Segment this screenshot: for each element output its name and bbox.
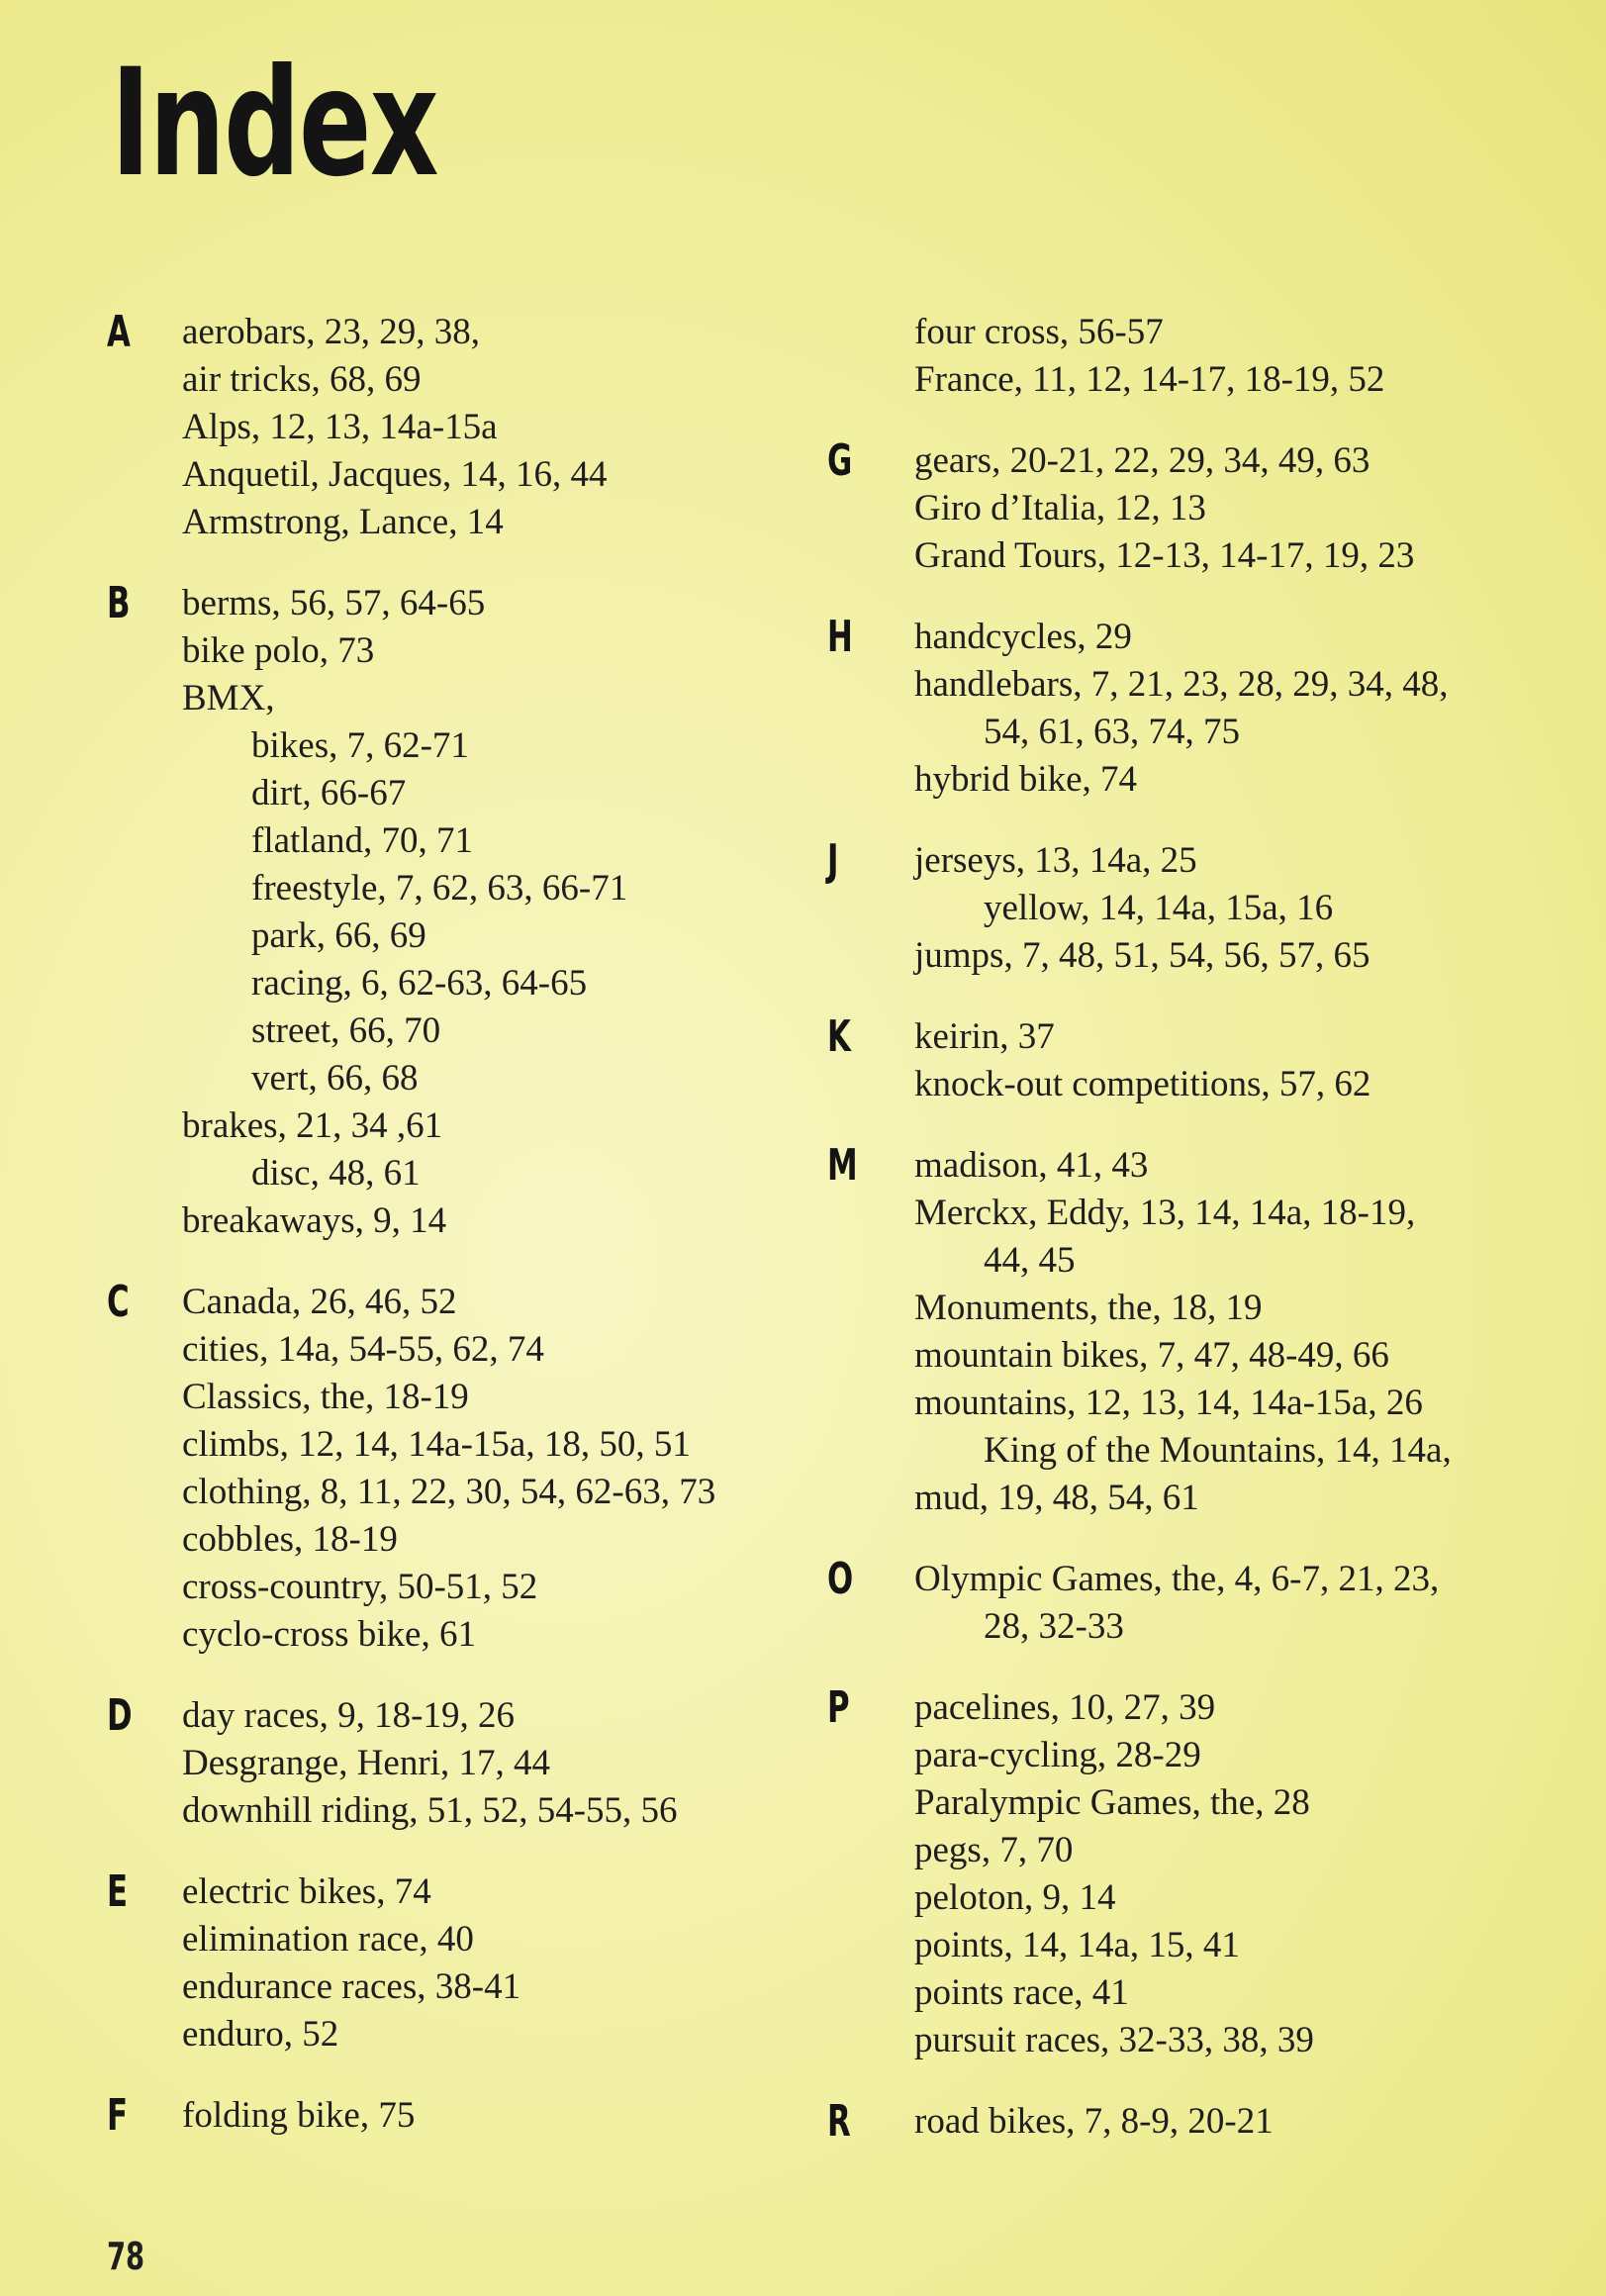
- index-entry: [182, 1564, 819, 1611]
- index-group-k: [827, 1013, 1500, 1108]
- index-entry: [182, 1787, 819, 1835]
- index-entry: [914, 1142, 1500, 1190]
- index-entry: [914, 1732, 1500, 1779]
- entry-text: cobbles, 18-19: [182, 1519, 398, 1560]
- entry-text: park, 66, 69: [251, 915, 426, 956]
- entry-text: pursuit races, 32-33, 38, 39: [914, 2020, 1314, 2060]
- entry-list: [914, 1684, 1500, 2064]
- index-entry: [182, 404, 819, 451]
- index-entry: [182, 1963, 819, 2011]
- entry-list: [914, 614, 1500, 804]
- entry-text: endurance races, 38-41: [182, 1966, 521, 2007]
- index-entry: [914, 1013, 1500, 1061]
- entry-text: breakaways, 9, 14: [182, 1200, 447, 1241]
- index-entry: [914, 756, 1500, 804]
- entry-text: yellow, 14, 14a, 15a, 16: [984, 888, 1334, 928]
- entry-text: disc, 48, 61: [251, 1153, 421, 1194]
- index-entry: [914, 532, 1500, 580]
- entry-text: madison, 41, 43: [914, 1145, 1149, 1186]
- index-entry: [182, 2092, 819, 2140]
- entry-continuation: 54, 61, 63, 74, 75: [984, 712, 1240, 752]
- index-entry: [914, 1684, 1500, 1732]
- entry-text: cross-country, 50-51, 52: [182, 1567, 538, 1607]
- entry-list: [182, 1692, 819, 1835]
- section-letter: M: [827, 1140, 858, 1191]
- index-entry: [914, 1332, 1500, 1380]
- entry-text: electric bikes, 74: [182, 1871, 431, 1912]
- entry-text: jerseys, 13, 14a, 25: [914, 840, 1197, 881]
- index-entry: [914, 614, 1500, 661]
- index-entry: [914, 437, 1500, 485]
- entry-text: Alps, 12, 13, 14a-15a: [182, 407, 498, 447]
- entry-list: [182, 309, 819, 546]
- entry-text: cyclo-cross bike, 61: [182, 1614, 476, 1655]
- entry-continuation: 44, 45: [984, 1240, 1076, 1281]
- index-group-h: [827, 614, 1500, 804]
- entry-text: day races, 9, 18-19, 26: [182, 1695, 515, 1736]
- index-entry: [182, 1868, 819, 1916]
- index-entry: [914, 1475, 1500, 1522]
- index-entry: [182, 1102, 819, 1150]
- index-subentry: [182, 817, 819, 865]
- index-column-right: [827, 309, 1500, 2179]
- index-group-b: [107, 580, 819, 1245]
- index-entry: [914, 1779, 1500, 1827]
- index-subentry: [914, 885, 1500, 932]
- index-subentry: [182, 960, 819, 1007]
- section-letter: D: [107, 1690, 133, 1741]
- index-entry: [182, 1692, 819, 1740]
- entry-text: handcycles, 29: [914, 617, 1132, 657]
- entry-list: [914, 1556, 1500, 1651]
- index-column-left: [107, 309, 819, 2173]
- index-entry: [914, 1874, 1500, 1922]
- index-group-d: [107, 1692, 819, 1835]
- index-subentry: [182, 1055, 819, 1102]
- entry-text: pegs, 7, 70: [914, 1830, 1074, 1870]
- entry-text: Giro d’Italia, 12, 13: [914, 488, 1206, 528]
- index-entry: [914, 1922, 1500, 1969]
- entry-text: Grand Tours, 12-13, 14-17, 19, 23: [914, 535, 1415, 576]
- entry-text: points, 14, 14a, 15, 41: [914, 1925, 1240, 1965]
- entry-text: knock-out competitions, 57, 62: [914, 1064, 1371, 1104]
- entry-text: keirin, 37: [914, 1016, 1055, 1057]
- index-entry: [914, 1190, 1500, 1285]
- entry-text: mud, 19, 48, 54, 61: [914, 1478, 1199, 1518]
- entry-text: pacelines, 10, 27, 39: [914, 1687, 1216, 1728]
- entry-text: bike polo, 73: [182, 630, 375, 671]
- section-letter: P: [827, 1682, 850, 1733]
- entry-text: handlebars, 7, 21, 23, 28, 29, 34, 48,: [914, 664, 1449, 705]
- index-entry: [914, 1969, 1500, 2017]
- entry-text: Merckx, Eddy, 13, 14, 14a, 18-19,: [914, 1193, 1416, 1233]
- index-entry: [182, 580, 819, 627]
- section-letter: H: [827, 612, 853, 662]
- index-group-o: [827, 1556, 1500, 1651]
- section-letter: C: [107, 1277, 130, 1327]
- index-entry: [914, 2017, 1500, 2064]
- index-group-g: [827, 437, 1500, 580]
- entry-list: [182, 1868, 819, 2058]
- section-letter: R: [827, 2096, 851, 2147]
- index-group-j: [827, 837, 1500, 980]
- index-entry: [182, 1740, 819, 1787]
- entry-text: peloton, 9, 14: [914, 1877, 1116, 1918]
- entry-text: Paralympic Games, the, 28: [914, 1782, 1310, 1823]
- entry-text: climbs, 12, 14, 14a-15a, 18, 50, 51: [182, 1424, 691, 1465]
- entry-text: France, 11, 12, 14-17, 18-19, 52: [914, 359, 1385, 400]
- entry-list: [914, 2098, 1500, 2146]
- entry-text: bikes, 7, 62-71: [251, 725, 469, 766]
- index-entry: [914, 661, 1500, 756]
- entry-text: Classics, the, 18-19: [182, 1377, 469, 1417]
- entry-text: Olympic Games, the, 4, 6-7, 21, 23,: [914, 1559, 1440, 1599]
- entry-text: flatland, 70, 71: [251, 820, 474, 861]
- section-letter: O: [827, 1554, 854, 1604]
- section-letter: J: [827, 835, 839, 886]
- index-entry: [182, 1326, 819, 1374]
- entry-text: downhill riding, 51, 52, 54-55, 56: [182, 1790, 678, 1831]
- index-entry: [182, 627, 819, 675]
- page-number: 78: [107, 2235, 145, 2278]
- index-subentry: [182, 770, 819, 817]
- index-entry: [914, 1061, 1500, 1108]
- entry-text: cities, 14a, 54-55, 62, 74: [182, 1329, 544, 1370]
- entry-list: [182, 580, 819, 1245]
- entry-text: brakes, 21, 34 ,61: [182, 1105, 443, 1146]
- index-subentry: [182, 865, 819, 912]
- entry-text: enduro, 52: [182, 2014, 339, 2055]
- entry-text: aerobars, 23, 29, 38,: [182, 312, 481, 352]
- entry-text: mountains, 12, 13, 14, 14a-15a, 26: [914, 1383, 1423, 1423]
- entry-list: [914, 437, 1500, 580]
- index-group-f: [107, 2092, 819, 2140]
- entry-text: Armstrong, Lance, 14: [182, 502, 504, 542]
- index-group-a: [107, 309, 819, 546]
- section-letter: G: [827, 435, 853, 486]
- entry-list: [182, 2092, 819, 2140]
- section-letter: A: [107, 307, 131, 357]
- index-subentry: [182, 912, 819, 960]
- entry-text: dirt, 66-67: [251, 773, 407, 813]
- entry-text: vert, 66, 68: [251, 1058, 419, 1099]
- index-entry: [182, 2011, 819, 2058]
- page-title: Index: [111, 38, 438, 210]
- index-subentry: [914, 1427, 1500, 1475]
- index-entry: [914, 932, 1500, 980]
- index-entry: [182, 1916, 819, 1963]
- index-group-r: [827, 2098, 1500, 2146]
- entry-text: road bikes, 7, 8-9, 20-21: [914, 2101, 1274, 2142]
- entry-text: clothing, 8, 11, 22, 30, 54, 62-63, 73: [182, 1472, 716, 1512]
- index-entry: [182, 356, 819, 404]
- index-entry: [914, 356, 1500, 404]
- entry-text: gears, 20-21, 22, 29, 34, 49, 63: [914, 440, 1370, 481]
- index-entry: [182, 1374, 819, 1421]
- entry-text: elimination race, 40: [182, 1919, 474, 1960]
- index-entry: [914, 1827, 1500, 1874]
- entry-text: racing, 6, 62-63, 64-65: [251, 963, 588, 1004]
- entry-text: air tricks, 68, 69: [182, 359, 422, 400]
- index-subentry: [182, 1007, 819, 1055]
- section-letter: K: [827, 1011, 851, 1062]
- entry-text: Anquetil, Jacques, 14, 16, 44: [182, 454, 608, 495]
- entry-continuation: 28, 32-33: [984, 1606, 1124, 1647]
- entry-list: [914, 837, 1500, 980]
- index-subentry: [182, 1150, 819, 1197]
- index-entry: [182, 309, 819, 356]
- index-entry: [914, 1285, 1500, 1332]
- index-group-e: [107, 1868, 819, 2058]
- entry-text: Monuments, the, 18, 19: [914, 1288, 1263, 1328]
- entry-text: BMX,: [182, 678, 275, 718]
- index-entry: [914, 1380, 1500, 1427]
- entry-list: [914, 309, 1500, 404]
- index-entry: [182, 451, 819, 499]
- entry-text: folding bike, 75: [182, 2095, 416, 2136]
- index-group-m: [827, 1142, 1500, 1522]
- entry-text: freestyle, 7, 62, 63, 66-71: [251, 868, 628, 909]
- index-entry: [182, 1469, 819, 1516]
- entry-text: para-cycling, 28-29: [914, 1735, 1201, 1775]
- entry-list: [182, 1279, 819, 1659]
- entry-text: Desgrange, Henri, 17, 44: [182, 1743, 550, 1783]
- index-entry: [182, 1279, 819, 1326]
- index-entry: [914, 309, 1500, 356]
- section-letter: F: [107, 2090, 129, 2141]
- entry-text: hybrid bike, 74: [914, 759, 1138, 800]
- index-subentry: [182, 722, 819, 770]
- entry-text: mountain bikes, 7, 47, 48-49, 66: [914, 1335, 1389, 1376]
- index-entry: [914, 1556, 1500, 1651]
- index-entry: [182, 1516, 819, 1564]
- entry-list: [914, 1013, 1500, 1108]
- entry-text: berms, 56, 57, 64-65: [182, 583, 486, 623]
- index-entry: [914, 485, 1500, 532]
- entry-text: Canada, 26, 46, 52: [182, 1282, 457, 1322]
- entry-text: points race, 41: [914, 1972, 1129, 2013]
- entry-text: jumps, 7, 48, 51, 54, 56, 57, 65: [914, 935, 1370, 976]
- index-entry: [182, 499, 819, 546]
- index-entry: [182, 1197, 819, 1245]
- index-group-p: [827, 1684, 1500, 2064]
- entry-text: King of the Mountains, 14, 14a,: [984, 1430, 1452, 1471]
- index-entry: [914, 837, 1500, 885]
- index-entry: [182, 1611, 819, 1659]
- entry-list: [914, 1142, 1500, 1522]
- section-letter: E: [107, 1866, 129, 1917]
- index-entry: [182, 675, 819, 722]
- index-group-continued: [827, 309, 1500, 404]
- index-entry: [182, 1421, 819, 1469]
- entry-text: four cross, 56-57: [914, 312, 1164, 352]
- section-letter: B: [107, 578, 131, 628]
- entry-text: street, 66, 70: [251, 1010, 441, 1051]
- index-group-c: [107, 1279, 819, 1659]
- index-entry: [914, 2098, 1500, 2146]
